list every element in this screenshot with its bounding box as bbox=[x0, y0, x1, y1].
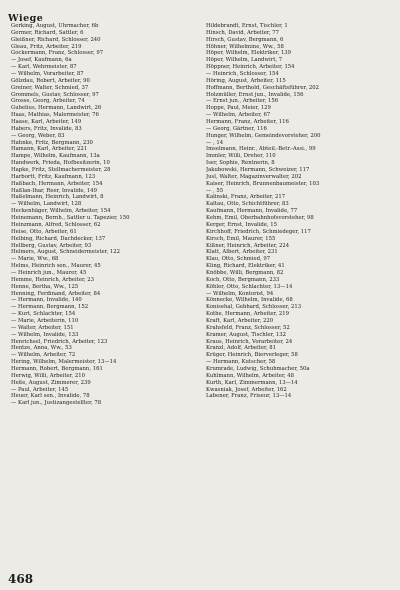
directory-entry: Hemme, Heinrich, Arbeiter, 23 bbox=[11, 276, 95, 283]
directory-entry: Höper, Wilhelm, Landwirt, 7 bbox=[206, 57, 283, 64]
directory-entry: Helmers, August, Schneidermeister, 122 bbox=[11, 249, 121, 256]
directory-entry: Kling, Richard, Elektriker, 41 bbox=[206, 263, 285, 270]
directory-entry: Iser, Sophie, Rentnerin, 8 bbox=[206, 160, 275, 167]
directory-entry: — Wilhelm, Vorarbeiter, 87 bbox=[11, 71, 84, 78]
directory-entry: Könnecke, Wilhelm, Invalide, 68 bbox=[206, 297, 293, 304]
directory-entry: Hermann, Robert, Bergmann, 161 bbox=[11, 365, 103, 372]
directory-entry: Hermann, Franz, Arbeiter, 116 bbox=[206, 119, 289, 126]
directory-entry: Haas, Mathias, Malermeister, 76 bbox=[11, 112, 99, 119]
directory-entry: Koch, Otto, Bergmann, 233 bbox=[206, 276, 280, 283]
directory-entry: — Paul, Arbeiter, 145 bbox=[11, 386, 69, 393]
directory-entry: Hapke, Fritz, Stellmachermeister, 28 bbox=[11, 167, 111, 174]
directory-entry: Hering, Wilhelm, Malermeister, 13—14 bbox=[11, 359, 117, 366]
directory-entry: Kirchhoff, Friedrich, Schmiedeger, 117 bbox=[206, 228, 311, 235]
running-header: Wiege bbox=[8, 13, 44, 24]
directory-entry: — Heinrich jun., Maurer, 45 bbox=[11, 269, 87, 276]
directory-entry: Haßelmann, Heinrich, Landwirt, 8 bbox=[11, 194, 104, 201]
directory-entry: Grommels, Gustav, Schlosser, 97 bbox=[11, 91, 99, 98]
directory-entry: Heise, Otto, Arbeiter, 61 bbox=[11, 228, 77, 235]
directory-entry: Klatt, Albert, Arbeiter, 231 bbox=[206, 249, 278, 256]
directory-entry: Henne, Bertha, Ww., 125 bbox=[11, 283, 79, 290]
directory-entry: — Marie, Arbeiterin, 110 bbox=[11, 317, 79, 324]
directory-entry: Haßlan-Ihar, Reer, Invalide, 149 bbox=[11, 187, 97, 194]
left-column bbox=[11, 23, 209, 407]
directory-entry: Imselmann, Heinr., Abteil.-Betr.-Assi., 99 bbox=[206, 146, 316, 153]
directory-entry: Kraus, Heinrich, Vorarbeiter, 24 bbox=[206, 338, 293, 345]
directory-entry: Höhner, Wilhelmine, Ww., 58 bbox=[206, 43, 284, 50]
directory-entry: — Georg, Gärtner, 116 bbox=[206, 125, 267, 132]
directory-entry: Labener, Franz, Friseur, 13—14 bbox=[206, 393, 292, 400]
directory-entry: Hildebrandt, Ernst, Tischler, 1 bbox=[206, 23, 288, 29]
directory-entry: Hirsch, Gustav, Bergmann, 6 bbox=[206, 36, 284, 43]
directory-entry: Herwig, Willi, Arbeiter, 210 bbox=[11, 372, 86, 379]
directory-entry: — Heinrich, Schlosser, 154 bbox=[206, 71, 279, 78]
directory-entry: — Hermann, Bergmann, 152 bbox=[11, 304, 89, 311]
directory-entry: Kramer, August, Tischler, 132 bbox=[206, 331, 286, 338]
directory-entry: Immler, Willi, Dreher, 110 bbox=[206, 153, 276, 160]
directory-entry: Gleißner, Richard, Schlosser, 240 bbox=[11, 36, 101, 43]
directory-entry: Germer, Richard, Sattler, 6 bbox=[11, 29, 84, 36]
page-number: 468 bbox=[8, 572, 34, 586]
directory-entry: Höppner, Heinrich, Arbeiter, 154 bbox=[206, 64, 295, 71]
directory-entry: Habers, Fritz, Invalide, 83 bbox=[11, 125, 82, 132]
directory-entry: Gleau, Fritz, Arbeiter, 219 bbox=[11, 43, 82, 50]
directory-entry: Helms, Heinrich sen., Maurer, 45 bbox=[11, 263, 101, 270]
directory-entry: — Wilhelm, Kontorist, 94 bbox=[206, 290, 274, 297]
directory-entry: — Josef, Kaufmann, 6a bbox=[11, 57, 72, 64]
directory-entry: Krüger, Heinrich, Bierverleger, 58 bbox=[206, 352, 298, 359]
right-column bbox=[206, 23, 396, 400]
directory-entry: Kranzl, Adolf, Arbeiter, 81 bbox=[206, 345, 277, 352]
directory-entry: Heuer, Karl sen., Invalide, 78 bbox=[11, 393, 90, 400]
directory-entry: Haase, Karl, Arbeiter, 149 bbox=[11, 119, 82, 126]
directory-entry: — Karl jun., Justizangestellter, 78 bbox=[11, 400, 102, 407]
directory-entry: Hoffmann, Berthold, Geschäftsführer, 202 bbox=[206, 84, 319, 91]
directory-entry: — Kurt, Schlachter, 154 bbox=[11, 311, 76, 318]
directory-entry: — Wilhelm, Arbeiter, 72 bbox=[11, 352, 76, 359]
directory-entry: Heinzmann, Alfred, Schlosser, 62 bbox=[11, 221, 101, 228]
directory-entry: Kerger, Ernst, Invalide, 15 bbox=[206, 221, 278, 228]
directory-entry: Kaltau, Otto, Schichtführer, 83 bbox=[206, 201, 289, 208]
directory-entry: Hampe, Wilhelm, Kaufmann, 13a bbox=[11, 153, 100, 160]
directory-entry: Kuhlmann, Wilhelm, Arbeiter, 48 bbox=[206, 372, 294, 379]
directory-entry: Kraft, Karl, Arbeiter, 220 bbox=[206, 317, 274, 324]
directory-entry: Höper, Wilhelm, Elektriker, 139 bbox=[206, 50, 292, 57]
directory-entry: Holzmüller, Ernst jun., Invalide, 156 bbox=[206, 91, 304, 98]
directory-entry: — Georg, Weber, 83 bbox=[11, 132, 65, 139]
directory-entry: Krumrade, Ludwig, Schuhmacher, 50a bbox=[206, 365, 310, 372]
directory-entry: Kurth, Karl, Zimmermann, 13—14 bbox=[206, 379, 298, 386]
directory-entry: Heinemann, Bernh., Sattler u. Tapezier, 150 bbox=[11, 215, 130, 222]
directory-entry: Kalinski, Franz, Arbeiter, 217 bbox=[206, 194, 286, 201]
directory-entry: Grosse, Georg, Arbeiter, 74 bbox=[11, 98, 85, 105]
directory-entry: Heße, August, Zimmerer, 239 bbox=[11, 379, 91, 386]
directory-entry: Hoppe, Paul, Meier, 129 bbox=[206, 105, 271, 112]
directory-entry: Jakubowski, Hermann, Schweizer, 117 bbox=[206, 167, 310, 174]
directory-entry: Köhler, Otto, Schlachter, 13—14 bbox=[206, 283, 293, 290]
directory-entry: Greiner, Walter, Schmied, 37 bbox=[11, 84, 89, 91]
directory-entry: — Karl, Wehrmeister, 87 bbox=[11, 64, 77, 71]
directory-entry: — Marie, Ww., 68 bbox=[11, 256, 59, 263]
directory-entry: Hunger, Wilhelm, Gemeindevorsteher, 200 bbox=[206, 132, 321, 139]
directory-entry: — Walter, Arbeiter, 151 bbox=[11, 324, 74, 331]
directory-entry: Heckenhäger, Wilhelm, Arbeiter, 154 bbox=[11, 208, 111, 215]
directory-entry: Gockermann, Franz, Schlosser, 97 bbox=[11, 50, 104, 57]
directory-entry: — Ernst jun., Arbeiter, 156 bbox=[206, 98, 279, 105]
directory-entry: Kehm, Emil, Oberbahnhofsvorsteher, 98 bbox=[206, 215, 314, 222]
directory-entry: Kaiser, Heinrich, Brunnenbaumeister, 103 bbox=[206, 180, 320, 187]
directory-entry: Kothe, Hermann, Arbeiter, 219 bbox=[206, 311, 289, 318]
directory-entry: Krahsfeld, Franz, Schlosser, 52 bbox=[206, 324, 290, 331]
directory-entry: Hamann, Karl, Arbeiter, 221 bbox=[11, 146, 88, 153]
directory-entry: — , 55 bbox=[206, 187, 224, 194]
directory-entry: Handwerk, Frieda, Hofbesitzerin, 10 bbox=[11, 160, 110, 167]
directory-entry: Kißner, Heinrich, Arbeiter, 224 bbox=[206, 242, 290, 249]
directory-entry: Hahnke, Fritz, Bergmann, 230 bbox=[11, 139, 93, 146]
directory-entry: — Wilhelm, Landwirt, 128 bbox=[11, 201, 82, 208]
directory-entry: Gerking, August, Uhrmacher, 6b bbox=[11, 23, 99, 29]
directory-entry: Kaufmann, Hermann, Invalide, 77 bbox=[206, 208, 298, 215]
directory-entry: Henrichsel, Friedrich, Arbeiter, 123 bbox=[11, 338, 108, 345]
directory-entry: Klau, Otto, Schmied, 97 bbox=[206, 256, 271, 263]
directory-entry: Gubelius, Hermann, Landwirt, 26 bbox=[11, 105, 102, 112]
directory-entry: Hellberg, Gustav, Arbeiter, 93 bbox=[11, 242, 92, 249]
directory-entry: — , 14 bbox=[206, 139, 224, 146]
directory-entry: — Hermann, Kutscher, 58 bbox=[206, 359, 276, 366]
directory-entry: — Wilhelm, Arbeiter, 67 bbox=[206, 112, 271, 119]
directory-entry: Hentze, Anna, Ww., 53 bbox=[11, 345, 72, 352]
directory-entry: Jusl, Walter, Magazinverwalter, 202 bbox=[206, 173, 302, 180]
directory-entry: — Wilhelm, Invalide, 133 bbox=[11, 331, 79, 338]
directory-entry: Helbing, Richard, Dachdecker, 137 bbox=[11, 235, 106, 242]
directory-entry: — Hermann, Invalide, 140 bbox=[11, 297, 82, 304]
directory-entry: Knöbbe, Willi, Bergmann, 82 bbox=[206, 269, 284, 276]
directory-entry: Gölzdau, Robert, Arbeiter, 90 bbox=[11, 77, 90, 84]
directory-entry: Henning, Ferdinand, Arbeiter, 84 bbox=[11, 290, 101, 297]
directory-entry: Höring, August, Arbeiter, 115 bbox=[206, 77, 286, 84]
directory-entry: Haßbach, Hermann, Arbeiter, 154 bbox=[11, 180, 103, 187]
directory-entry: Hinsch, David, Arbeiter, 77 bbox=[206, 29, 279, 36]
directory-entry: Harbortt, Fritz, Kaufmann, 123 bbox=[11, 173, 96, 180]
directory-entry: Konisehal, Gebhard, Schlosser, 213 bbox=[206, 304, 302, 311]
directory-entry: Kirsch, Emil, Maurer, 155 bbox=[206, 235, 276, 242]
directory-entry: Kwasniak, Josef, Arbeiter, 162 bbox=[206, 386, 287, 393]
